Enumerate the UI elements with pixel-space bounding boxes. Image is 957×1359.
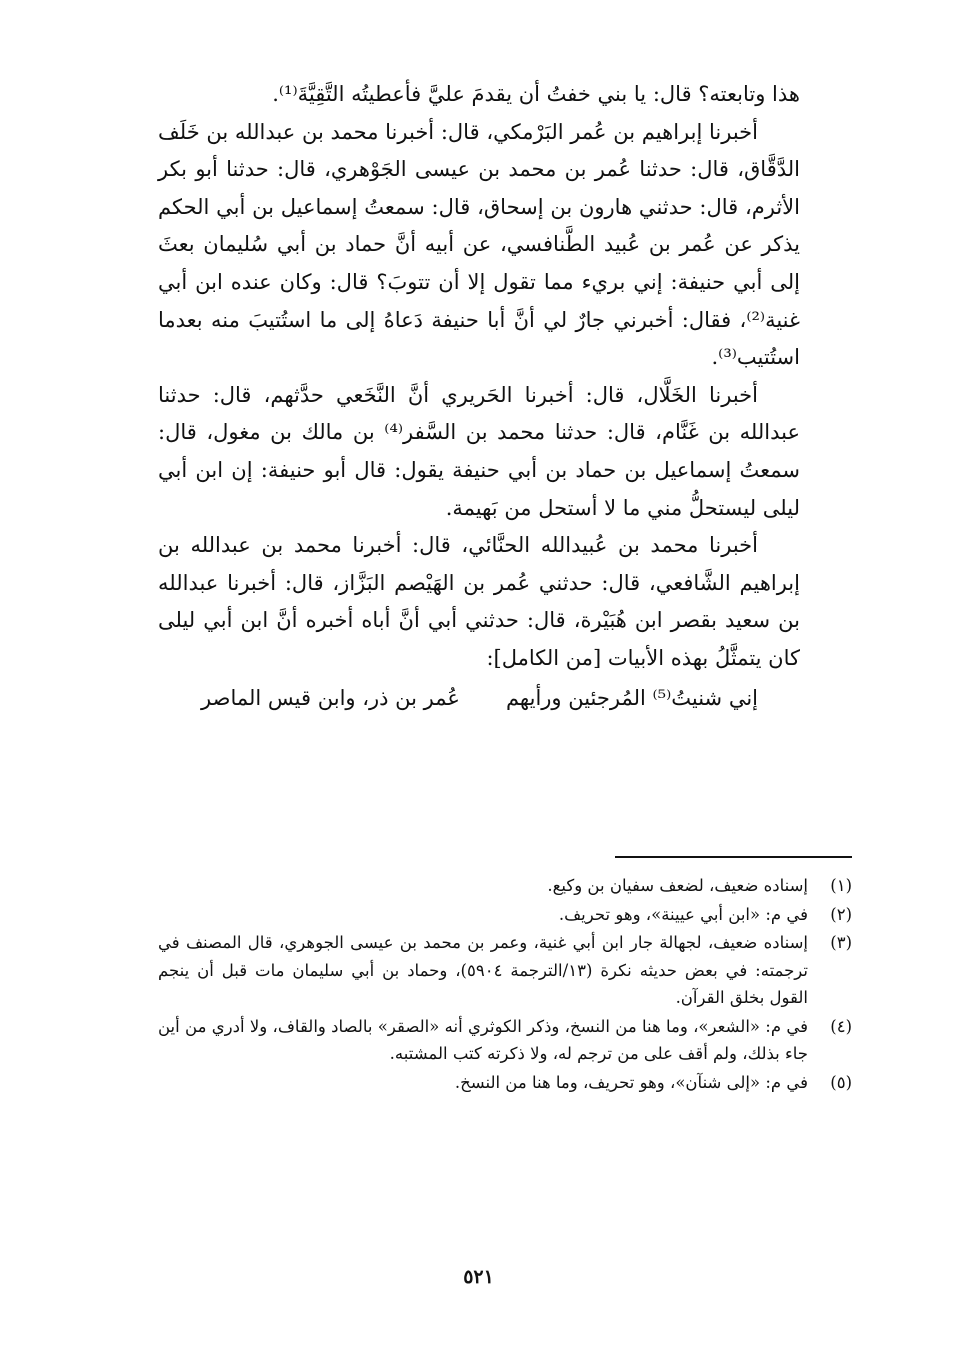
verse-second-hemistich: عُمر بن ذر، وابن قيس الماصر bbox=[201, 685, 460, 710]
footnote-text: في م: «ابن أبي عيينة»، وهو تحريف. bbox=[558, 904, 808, 924]
footnote-number: (٤) bbox=[830, 1016, 852, 1036]
footnotes bbox=[158, 872, 852, 1097]
paragraph-isnad-2: أخبرنا الخَلَّال، قال: أخبرنا الحَريري أنَّ النَّخَعي حدَّثهم، قال: حدثنا عبدالله بن غَنَّام، قال: حدثنا محمد بن السَّفر⁽⁴⁾ بن مالك بن مغول، قال: سمعتُ إسماعيل بن حماد بن أبي حنيفة يقول: قال أبو حنيفة: إن ابن أبي ليلى ليستحلُّ مني ما لا أستحل من بَهيمة. bbox=[158, 382, 800, 520]
page-number: ٥٢١ bbox=[463, 1266, 494, 1288]
footnote-text: في م: «إلى شنآن»، وهو تحريف، وما هنا من النسخ. bbox=[454, 1072, 808, 1092]
poetry-verse bbox=[158, 680, 800, 718]
footnote bbox=[158, 872, 852, 900]
footnote-number: (٣) bbox=[830, 933, 852, 952]
footnote-number: (٢) bbox=[830, 904, 852, 924]
footnote bbox=[158, 929, 852, 1012]
verse-first-hemistich: إني شنيتُ⁽⁵⁾ المُرجئين ورأيهم bbox=[505, 685, 758, 710]
footnote-number: (١) bbox=[830, 876, 852, 895]
footnote-separator bbox=[615, 856, 852, 858]
paragraph-isnad-3: أخبرنا محمد بن عُبيدالله الحنَّائي، قال: أخبرنا محمد بن عبدالله بن إبراهيم الشَّافعي، قال: حدثني عُمر بن الهَيْصم البَزَّاز، قال: أخبرنا عبدالله بن سعيد بقصر ابن هُبَيْرة، قال: حدثني أبي أنَّ أباه أخبره أنَّ ابن أبي ليلى كان يتمثَّلُ بهذه الأبيات [من الكامل]: bbox=[158, 533, 800, 670]
footnote bbox=[158, 901, 852, 929]
footnote-text: إسناده ضعيف، لضعف سفيان بن وكيع. bbox=[547, 876, 808, 895]
footnote bbox=[158, 1013, 852, 1068]
paragraph-isnad-1: أخبرنا إبراهيم بن عُمر البَرْمكي، قال: أخبرنا محمد بن عبدالله بن خَلَف الدَّقَّاق، قال: حدثنا عُمر بن محمد بن عيسى الجَوْهري، قال: حدثنا أبو بكر الأثرم، قال: حدثني هارون بن إسحاق، قال: سمعتُ إسماعيل بن أبي الحكم يذكر عن عُمر بن عُبيد الطَّنافسي، عن أبيه أنَّ حماد بن أبي سُليمان بعثَ إلى أبي حنيفة: إني بريء مما تقول إلا أن تتوبَ؟ قال: وكان عنده ابن أبي غنية⁽²⁾، فقال: أخبرني جارٌ لي أنَّ أبا حنيفة دَعاهُ إلى ما استُتيبَ منه بعدما استُتيب⁽³⁾. bbox=[158, 119, 800, 370]
footnote-text: في م: «الشعر»، وما هنا من النسخ، وذكر الكوثري أنه «الصقر» بالصاد والقاف، ولا أدري من أين جاء بذلك، ولم أقف على من ترجم له، ولا ذكرته كتب المشتبه. bbox=[158, 1016, 808, 1063]
footnote-number: (٥) bbox=[830, 1072, 852, 1092]
footnote-text: إسناده ضعيف، لجهالة جار ابن أبي غنية، وعمر بن محمد بن عيسى الجوهري، قال المصنف في ترجمته: في بعض حديثه نكرة (١٣/الترجمة ٥٩٠٤)، وحماد بن أبي سليمان مات قبل أن ينجم القول بخلق القرآن. bbox=[158, 933, 808, 1007]
main-text bbox=[158, 76, 800, 717]
paragraph-continuation: هذا وتابعته؟ قال: يا بني خفتُ أن يقدمَ عليَّ فأعطيتُه التَّقِيَّةَ⁽¹⁾. bbox=[272, 82, 800, 106]
footnote bbox=[158, 1069, 852, 1097]
